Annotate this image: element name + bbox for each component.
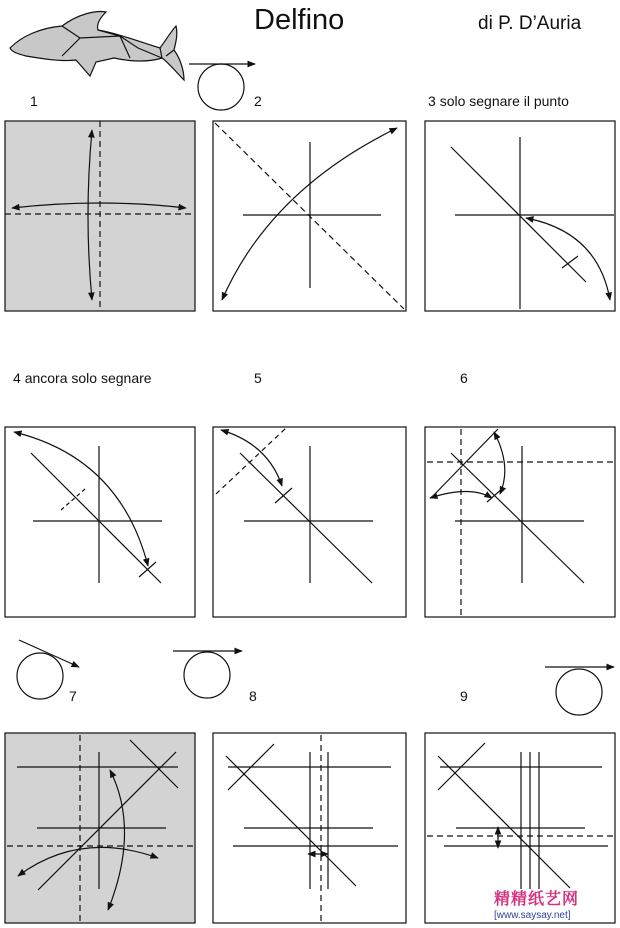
dolphin-model-icon (10, 12, 184, 80)
turn-over-symbol-icon (17, 640, 79, 699)
step-7-label: 7 (69, 688, 77, 704)
step-5-diagram (213, 427, 406, 617)
watermark-brand: 精精纸艺网 (494, 891, 580, 908)
watermark-url[interactable]: [www.saysay.net] (494, 910, 571, 921)
page-title: Delfino (254, 4, 345, 36)
step-8-label: 8 (249, 688, 257, 704)
step-1-diagram (5, 121, 195, 311)
step-2-diagram (213, 121, 406, 311)
step-4-diagram (5, 427, 195, 617)
step-6-diagram (425, 427, 615, 617)
step-3-diagram (425, 121, 615, 311)
step-3-caption: solo segnare il punto (439, 93, 569, 109)
step-2-label: 2 (254, 93, 262, 109)
step-1-label: 1 (30, 93, 38, 109)
turn-over-symbol-icon (173, 651, 242, 698)
author-credit: di P. D’Auria (478, 13, 582, 34)
step-4-label: 4 ancora solo segnare (13, 370, 152, 386)
turn-over-symbol-icon (189, 64, 255, 110)
step-8-diagram (213, 733, 406, 923)
step-6-label: 6 (460, 370, 468, 386)
step-4-caption: ancora solo segnare (24, 370, 152, 386)
step-7-diagram (5, 733, 195, 923)
step-9-label: 9 (460, 688, 468, 704)
turn-over-symbol-icon (545, 667, 614, 715)
step-5-label: 5 (254, 370, 262, 386)
step-3-label: 3 solo segnare il punto (428, 93, 569, 109)
